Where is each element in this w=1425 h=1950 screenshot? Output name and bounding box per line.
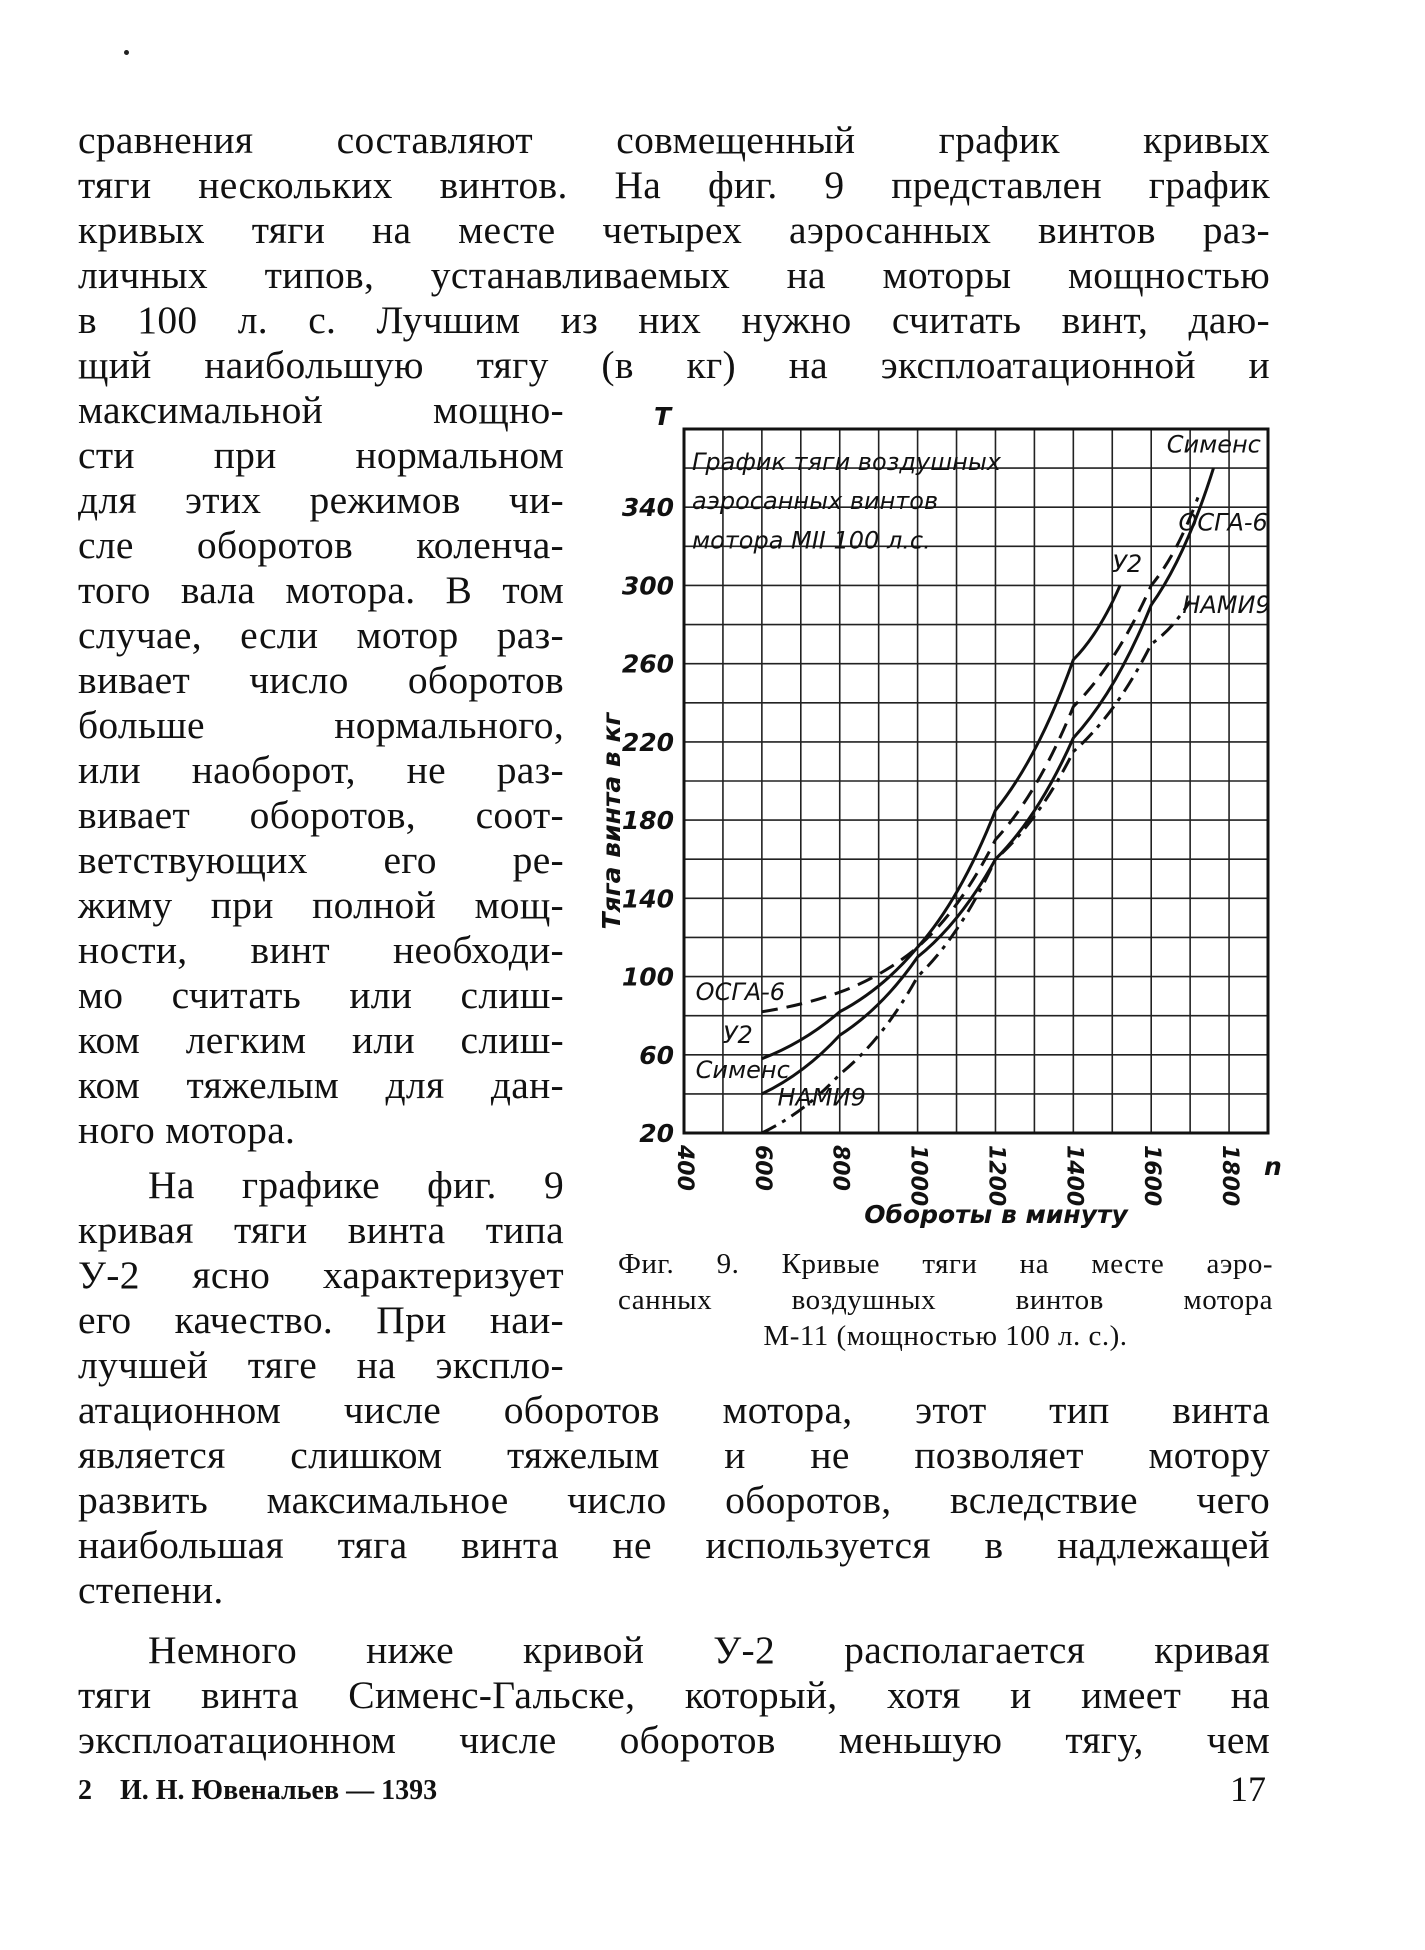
text-line: вивает оборотов, соот- — [78, 793, 564, 837]
text-line: развить максимальное число оборотов, вследствие чего — [78, 1478, 1270, 1522]
series-label: ОСГА-6 — [695, 978, 786, 1007]
text-line: тяги винта Сименс-Гальске, который, хотя и имеет на — [78, 1673, 1270, 1717]
signature-mark: 2 — [78, 1775, 92, 1806]
y-tick-label: 20 — [639, 1119, 674, 1148]
x-tick-label: 1600 — [1139, 1145, 1165, 1207]
series-label: НАМИ9 — [1182, 590, 1271, 619]
y-tick-label: 180 — [621, 806, 674, 836]
text-line: кривая тяги винта типа — [78, 1208, 564, 1252]
text-line: сти при нормальном — [78, 433, 564, 477]
x-tick-labels — [672, 1144, 1242, 1206]
paragraph-3 — [78, 1628, 1270, 1763]
x-tick-label: 1200 — [983, 1145, 1009, 1207]
x-tick-label: 1800 — [1217, 1145, 1243, 1207]
caption-line: санных воздушных винтов мотора — [618, 1284, 1273, 1316]
y-tick-label: 60 — [639, 1040, 674, 1070]
text-line: ком тяжелым для дан- — [78, 1063, 564, 1107]
y-axis-label: Тяга винта в кг — [597, 712, 626, 930]
figure-caption — [618, 1246, 1273, 1354]
text-line: ком легким или слиш- — [78, 1018, 564, 1062]
y-tick-label: 100 — [621, 962, 674, 992]
series-label: НАМИ9 — [777, 1083, 866, 1112]
paragraph-1-top — [78, 118, 1270, 388]
text-line: для этих режимов чи- — [78, 478, 564, 522]
x-tick-label: 1000 — [905, 1145, 931, 1207]
page-number: 17 — [1230, 1769, 1266, 1809]
text-line: или наоборот, не раз- — [78, 748, 564, 792]
text-line: лучшей тяге на экспло- — [78, 1343, 564, 1387]
text-line: жиму при полной мощ- — [78, 883, 564, 927]
text-line: степени. — [78, 1568, 224, 1612]
speck — [124, 50, 129, 55]
text-line: случае, если мотор раз- — [78, 613, 564, 657]
chart-title-line: График тяги воздушных — [692, 448, 1001, 477]
text-line: является слишком тяжелым и не позволяет мотору — [78, 1433, 1270, 1477]
text-line: сле оборотов коленча- — [78, 523, 564, 567]
y-tick-label: 300 — [621, 571, 674, 601]
footer-signature — [78, 1775, 465, 1807]
paragraph-2-narrow — [78, 1163, 564, 1388]
text-line: На графике фиг. 9 — [148, 1163, 564, 1207]
x-tick-label: 600 — [749, 1145, 775, 1191]
chart-title-line: мотора МII 100 л.с. — [692, 526, 931, 555]
y-tick-label: 220 — [621, 727, 674, 757]
y-tick-label: 140 — [621, 884, 674, 914]
text-line: ного мотора. — [78, 1108, 296, 1152]
text-line: того вала мотора. В том — [78, 568, 564, 612]
text-line: У-2 ясно характеризует — [78, 1253, 564, 1297]
text-line: больше нормального, — [78, 703, 564, 747]
text-line: максимальной мощно- — [78, 388, 564, 432]
y-axis-symbol: T — [654, 402, 672, 431]
text-line: щий наибольшую тягу (в кг) на эксплоатационной и — [78, 343, 1270, 387]
text-line: ветствующих его ре- — [78, 838, 564, 882]
text-line: личных типов, устанавливаемых на моторы мощностью — [78, 253, 1270, 297]
series-line-1 — [762, 585, 1120, 1058]
text-line: ности, винт необходи- — [78, 928, 564, 972]
x-axis-symbol: n — [1264, 1152, 1282, 1181]
thrust-chart — [597, 402, 1282, 1229]
series-label: Сименс — [695, 1056, 790, 1085]
x-axis-label: Обороты в минуту — [864, 1200, 1128, 1229]
paragraph-2-wide — [78, 1388, 1270, 1613]
paragraph-1-narrow — [78, 388, 564, 1153]
series-label: ОСГА-6 — [1178, 508, 1268, 537]
author-line: И. Н. Ювенальев — 1393 — [120, 1775, 438, 1806]
text-line: сравнения составляют совмещенный график кривых — [78, 118, 1270, 162]
text-line: тяги нескольких винтов. На фиг. 9 представлен график — [78, 163, 1270, 207]
y-tick-labels — [622, 493, 674, 1148]
caption-line: М-11 (мощностью 100 л. с.). — [763, 1320, 1128, 1352]
series-label: Сименс — [1166, 430, 1261, 459]
y-tick-label: 260 — [621, 649, 674, 679]
text-line: кривых тяги на месте четырех аэросанных винтов раз- — [78, 208, 1270, 252]
chart-series — [762, 468, 1214, 1133]
series-line-3 — [762, 601, 1190, 1133]
text-line: мо считать или слиш- — [78, 973, 564, 1017]
chart-inner-title — [692, 448, 1002, 554]
chart-title-line: аэросанных винтов — [692, 487, 939, 516]
text-line: вивает число оборотов — [78, 658, 564, 702]
text-line: Немного ниже кривой У-2 располагается кривая — [148, 1628, 1270, 1672]
x-tick-label: 800 — [827, 1145, 853, 1191]
y-tick-label: 340 — [621, 493, 674, 523]
text-line: наибольшая тяга винта не используется в надлежащей — [78, 1523, 1270, 1567]
series-label: У2 — [1112, 549, 1143, 578]
text-line: его качество. При наи- — [78, 1298, 564, 1342]
text-line: атационном числе оборотов мотора, этот тип винта — [78, 1388, 1270, 1432]
series-label: У2 — [722, 1021, 753, 1050]
text-line: эксплоатационном числе оборотов меньшую тягу, чем — [78, 1718, 1270, 1762]
x-tick-label: 400 — [672, 1145, 697, 1191]
x-tick-label: 1400 — [1061, 1145, 1087, 1207]
caption-line: Фиг. 9. Кривые тяги на месте аэро- — [618, 1248, 1273, 1280]
text-line: в 100 л. с. Лучшим из них нужно считать винт, даю- — [78, 298, 1270, 342]
